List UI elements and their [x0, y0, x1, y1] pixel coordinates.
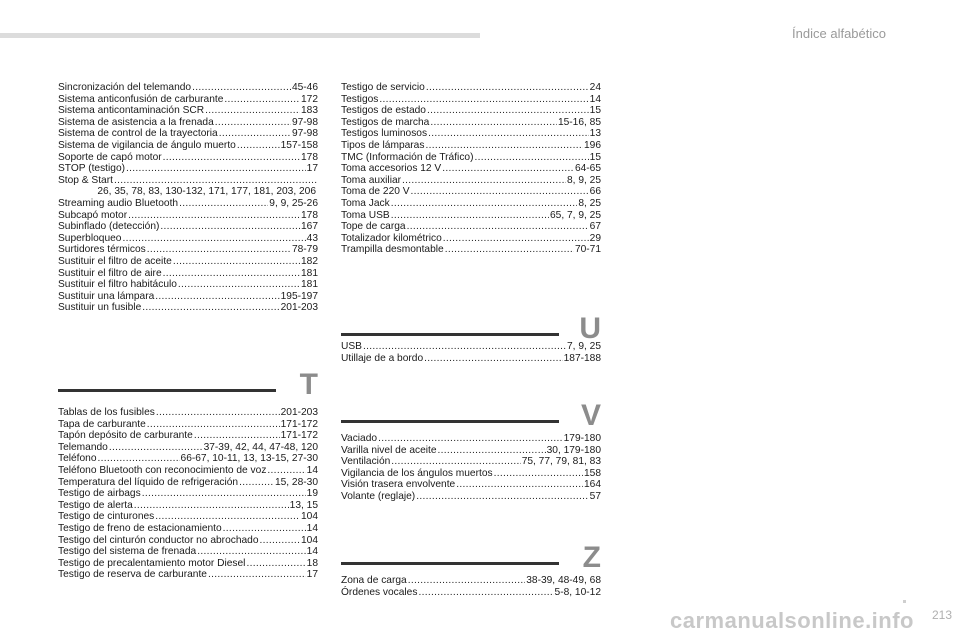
entry-pages: 38-39, 48-49, 68 [526, 575, 601, 586]
index-entry [341, 244, 601, 256]
entry-pages: 13, 15 [289, 499, 318, 511]
entry-pages: 43 [306, 232, 318, 244]
dot-leader [445, 244, 574, 256]
entry-term: Sistema de vigilancia de ángulo muerto [58, 139, 236, 151]
entry-pages: 104 [301, 534, 318, 546]
dot-leader [126, 163, 306, 175]
entry-term: Subinflado (detección) [58, 221, 160, 233]
dot-leader [160, 221, 300, 233]
entry-term: Vaciado [341, 433, 378, 444]
index-entry [341, 105, 601, 117]
entry-pages: 75, 77, 79, 81, 83 [521, 456, 601, 468]
dot-leader [215, 117, 291, 129]
index-entry [58, 256, 318, 268]
dot-leader [428, 128, 589, 140]
dot-leader [391, 456, 520, 468]
entry-term: Subcapó motor [58, 209, 128, 221]
dot-leader [443, 233, 589, 245]
entry-pages: 172 [301, 93, 318, 105]
dot-leader [147, 244, 291, 256]
index-entry [341, 210, 601, 222]
index-entry [341, 233, 601, 245]
dot-leader [163, 152, 300, 164]
entry-term: Surtidores térmicos [58, 244, 146, 256]
index-entry [341, 198, 601, 210]
index-entry [341, 491, 601, 503]
index-entry [58, 511, 318, 523]
entry-term: Streaming audio Bluetooth [58, 197, 179, 209]
dot-leader [147, 419, 280, 431]
entry-term: Stop & Start [58, 174, 113, 186]
entry-pages: 37-39, 42, 44, 47-48, 120 [203, 441, 318, 453]
dot-leader [494, 468, 583, 480]
entry-term: Ventilación [341, 456, 391, 468]
entry-pages: 158 [584, 467, 601, 479]
entry-term: Testigo de reserva de carburante [58, 569, 207, 581]
section-letter: V [580, 399, 601, 432]
index-entry [58, 488, 318, 500]
dot-leader [134, 500, 289, 512]
entry-term: Visión trasera envolvente [341, 479, 456, 491]
entry-pages: 13 [589, 128, 601, 140]
index-entry [341, 479, 601, 491]
dot-leader [223, 523, 306, 535]
dot-leader [114, 175, 317, 187]
entry-pages: 8, 9, 25 [567, 174, 601, 186]
index-entry [58, 302, 318, 314]
dot-leader [425, 140, 583, 152]
dot-leader [438, 445, 546, 457]
entry-pages: 15 [589, 105, 601, 117]
page-title: Índice alfabético [792, 26, 886, 41]
entry-term: Testigos de estado [341, 105, 426, 117]
dot-leader [142, 488, 306, 500]
entry-term: Testigo de alerta [58, 499, 133, 511]
dot-leader [224, 94, 300, 106]
entry-pages: 14 [306, 546, 318, 558]
dot-leader [156, 407, 280, 419]
entry-term: Tipos de lámparas [341, 139, 425, 151]
index-section-v [341, 433, 601, 503]
dot-leader [246, 558, 305, 570]
dot-leader [402, 175, 566, 187]
dot-leader [173, 256, 300, 268]
section-divider [341, 333, 559, 336]
index-entry [58, 221, 318, 233]
index-entry [341, 575, 601, 587]
dot-leader [219, 128, 291, 140]
entry-term: Vigilancia de los ángulos muertos [341, 467, 493, 479]
entry-term: Testigo del cinturón conductor no abrochado [58, 534, 259, 546]
index-entry [341, 456, 601, 468]
index-entry [58, 546, 318, 558]
page-marker [903, 600, 906, 603]
entry-pages: 26, 35, 78, 83, 130-132, 171, 177, 181, 203, 206 [97, 186, 316, 198]
index-entry [58, 523, 318, 535]
index-entry [58, 465, 318, 477]
index-entry [341, 587, 601, 599]
dot-leader [192, 82, 291, 94]
entry-term: Telemando [58, 441, 108, 453]
entry-pages: 14 [306, 464, 318, 476]
index-entry [58, 407, 318, 419]
entry-pages: 167 [301, 221, 318, 233]
index-entry [58, 430, 318, 442]
entry-pages: 8, 25 [578, 197, 601, 209]
dot-leader [197, 546, 305, 558]
entry-pages: 179-180 [563, 433, 601, 444]
entry-term: Teléfono [58, 453, 97, 465]
entry-term: Sustituir el filtro de aceite [58, 255, 172, 267]
entry-term: Totalizador kilométrico [341, 232, 442, 244]
dot-leader [155, 291, 279, 303]
index-entry [58, 279, 318, 291]
entry-pages: 104 [301, 511, 318, 523]
index-entry [58, 186, 318, 198]
index-section-u [341, 341, 601, 364]
entry-pages: 181 [301, 279, 318, 291]
dot-leader [260, 535, 301, 547]
index-section-t [58, 407, 318, 581]
entry-pages: 157-158 [280, 139, 318, 151]
dot-leader [456, 479, 583, 491]
entry-term: Superbloqueo [58, 232, 122, 244]
index-entry [58, 105, 318, 117]
section-divider [341, 562, 559, 565]
dot-leader [205, 105, 300, 117]
index-entry [58, 535, 318, 547]
index-entry [341, 94, 601, 106]
index-entry [341, 221, 601, 233]
entry-term: Sincronización del telemando [58, 82, 192, 93]
entry-term: STOP (testigo) [58, 163, 125, 175]
entry-term: Toma USB [341, 209, 390, 221]
section-heading-v [341, 395, 601, 432]
entry-pages: 14 [589, 93, 601, 105]
dot-leader [426, 82, 589, 94]
entry-term: Testigo de servicio [341, 82, 425, 93]
index-section-t-cont [341, 82, 601, 256]
entry-term: Utillaje de a bordo [341, 352, 424, 364]
entry-pages: 17 [306, 569, 318, 581]
entry-pages: 182 [301, 255, 318, 267]
dot-leader [155, 511, 300, 523]
entry-term: Testigo de freno de estacionamiento [58, 522, 222, 534]
entry-pages: 97-98 [291, 116, 318, 128]
index-entry [341, 186, 601, 198]
index-entry [341, 82, 601, 94]
entry-term: Toma de 220 V [341, 186, 410, 198]
index-entry [58, 453, 318, 465]
index-entry [58, 210, 318, 222]
dot-leader [237, 140, 280, 152]
entry-term: Tope de carga [341, 221, 406, 233]
index-entry [58, 268, 318, 280]
index-entry [58, 244, 318, 256]
entry-pages: 178 [301, 209, 318, 221]
index-entry [58, 233, 318, 245]
index-entry [58, 152, 318, 164]
entry-pages: 19 [306, 488, 318, 500]
entry-pages: 66 [589, 186, 601, 198]
dot-leader [378, 433, 563, 445]
entry-pages: 195-197 [280, 290, 318, 302]
index-entry [341, 128, 601, 140]
dot-leader [142, 302, 279, 314]
dot-leader [474, 152, 588, 164]
dot-leader [194, 430, 280, 442]
dot-leader [163, 268, 300, 280]
dot-leader [411, 186, 589, 198]
entry-pages: 181 [301, 267, 318, 279]
entry-pages: 78-79 [291, 244, 318, 256]
entry-pages: 64-65 [574, 163, 601, 175]
index-entry [341, 152, 601, 164]
entry-pages: 66-67, 10-11, 13, 13-15, 27-30 [180, 453, 318, 465]
entry-term: Testigo de precalentamiento motor Diesel [58, 557, 246, 569]
entry-term: Tapón depósito de carburante [58, 430, 193, 442]
entry-term: Sistema de control de la trayectoria [58, 128, 218, 140]
entry-term: Zona de carga [341, 575, 407, 586]
index-entry [341, 341, 601, 353]
section-heading-t [58, 364, 318, 401]
entry-pages: 14 [306, 522, 318, 534]
dot-leader [442, 163, 574, 175]
entry-pages: 187-188 [563, 352, 601, 364]
index-entry [58, 419, 318, 431]
entry-term: Sistema anticontaminación SCR [58, 105, 205, 117]
section-divider [58, 389, 276, 392]
index-entry [58, 198, 318, 210]
entry-pages: 9, 9, 25-26 [269, 197, 318, 209]
entry-pages: 24 [589, 82, 601, 93]
dot-leader [408, 575, 526, 587]
section-heading-z [341, 537, 601, 574]
index-entry [58, 500, 318, 512]
dot-leader [122, 233, 305, 245]
index-entry [341, 163, 601, 175]
entry-term: Volante (reglaje) [341, 490, 416, 502]
dot-leader [267, 465, 305, 477]
section-divider [341, 420, 559, 423]
entry-pages: 29 [589, 232, 601, 244]
entry-pages: 171-172 [280, 430, 318, 442]
entry-term: Testigos luminosos [341, 128, 428, 140]
entry-pages: 164 [584, 479, 601, 491]
entry-term: Testigos de marcha [341, 116, 430, 128]
entry-pages: 201-203 [280, 407, 318, 418]
dot-leader [427, 105, 589, 117]
entry-pages: 45-46 [291, 82, 318, 93]
section-heading-u [341, 308, 601, 345]
index-entry [58, 558, 318, 570]
entry-pages: 196 [584, 139, 601, 151]
index-entry [58, 175, 318, 187]
index-entry [58, 163, 318, 175]
entry-term: USB [341, 341, 362, 352]
entry-pages: 171-172 [280, 418, 318, 430]
index-entry [58, 94, 318, 106]
entry-term: Sustituir el filtro habitáculo [58, 279, 177, 291]
dot-leader [407, 221, 589, 233]
entry-term: Tapa de carburante [58, 418, 146, 430]
entry-pages: 183 [301, 105, 318, 117]
entry-term: Varilla nivel de aceite [341, 444, 437, 456]
index-entry [341, 117, 601, 129]
entry-term: Soporte de capó motor [58, 151, 162, 163]
entry-pages: 15 [589, 151, 601, 163]
section-letter: U [579, 312, 601, 345]
entry-term: Sistema anticonfusión de carburante [58, 93, 224, 105]
header-bar [0, 33, 480, 38]
dot-leader [98, 453, 180, 465]
entry-pages: 15, 28-30 [274, 476, 318, 488]
entry-pages: 17 [306, 163, 318, 175]
dot-leader [430, 117, 557, 129]
dot-leader [208, 569, 306, 581]
entry-term: Testigo de cinturones [58, 511, 155, 523]
index-entry [58, 291, 318, 303]
index-entry [341, 433, 601, 445]
entry-pages: 5-8, 10-12 [554, 586, 601, 598]
section-letter: Z [582, 541, 601, 574]
dot-leader [363, 341, 566, 353]
entry-term: Toma Jack [341, 197, 390, 209]
index-entry [58, 442, 318, 454]
dot-leader [239, 477, 274, 489]
entry-term: Sistema de asistencia a la frenada [58, 116, 214, 128]
index-entry [341, 140, 601, 152]
entry-pages: 70-71 [574, 244, 601, 256]
entry-pages: 15-16, 85 [557, 116, 601, 128]
index-section-z [341, 575, 601, 598]
index-entry [58, 82, 318, 94]
index-entry [341, 468, 601, 480]
entry-term: Sustituir una lámpara [58, 290, 155, 302]
entry-pages: 67 [589, 221, 601, 233]
entry-pages: 7, 9, 25 [567, 341, 601, 352]
entry-term: Sustituir un fusible [58, 302, 142, 314]
entry-term: Tablas de los fusibles [58, 407, 155, 418]
entry-term: Trampilla desmontable [341, 244, 444, 256]
entry-pages: 178 [301, 151, 318, 163]
dot-leader [424, 353, 562, 365]
index-entry [341, 353, 601, 365]
dot-leader [178, 279, 300, 291]
index-entry [58, 128, 318, 140]
entry-pages: 18 [306, 557, 318, 569]
entry-term: Toma auxiliar [341, 174, 402, 186]
entry-term: Órdenes vocales [341, 586, 418, 598]
index-entry [341, 445, 601, 457]
entry-term: Testigo del sistema de frenada [58, 546, 197, 558]
dot-leader [416, 491, 588, 503]
dot-leader [179, 198, 268, 210]
entry-term: Testigos [341, 93, 379, 105]
index-entry [58, 117, 318, 129]
entry-pages: 30, 179-180 [546, 444, 601, 456]
page-number: 213 [931, 608, 952, 622]
entry-pages: 57 [589, 490, 601, 502]
index-entry [58, 477, 318, 489]
entry-pages: 65, 7, 9, 25 [550, 209, 601, 221]
entry-term: Sustituir el filtro de aire [58, 267, 162, 279]
entry-term: Toma accesorios 12 V [341, 163, 442, 175]
dot-leader [391, 198, 578, 210]
index-entry [58, 569, 318, 581]
dot-leader [418, 587, 553, 599]
dot-leader [109, 442, 203, 454]
entry-term: Testigo de airbags [58, 488, 141, 500]
section-letter: T [299, 368, 318, 401]
watermark: carmanualsonline.info [670, 608, 914, 633]
entry-term: Temperatura del líquido de refrigeración [58, 476, 239, 488]
dot-leader [128, 210, 300, 222]
dot-leader [391, 210, 549, 222]
index-entry [58, 140, 318, 152]
entry-term: TMC (Información de Tráfico) [341, 151, 474, 163]
entry-term: Teléfono Bluetooth con reconocimiento de voz [58, 464, 267, 476]
index-entry [341, 175, 601, 187]
entry-pages: 201-203 [280, 302, 318, 314]
index-section-s [58, 82, 318, 314]
dot-leader [379, 94, 588, 106]
entry-pages: 97-98 [291, 128, 318, 140]
